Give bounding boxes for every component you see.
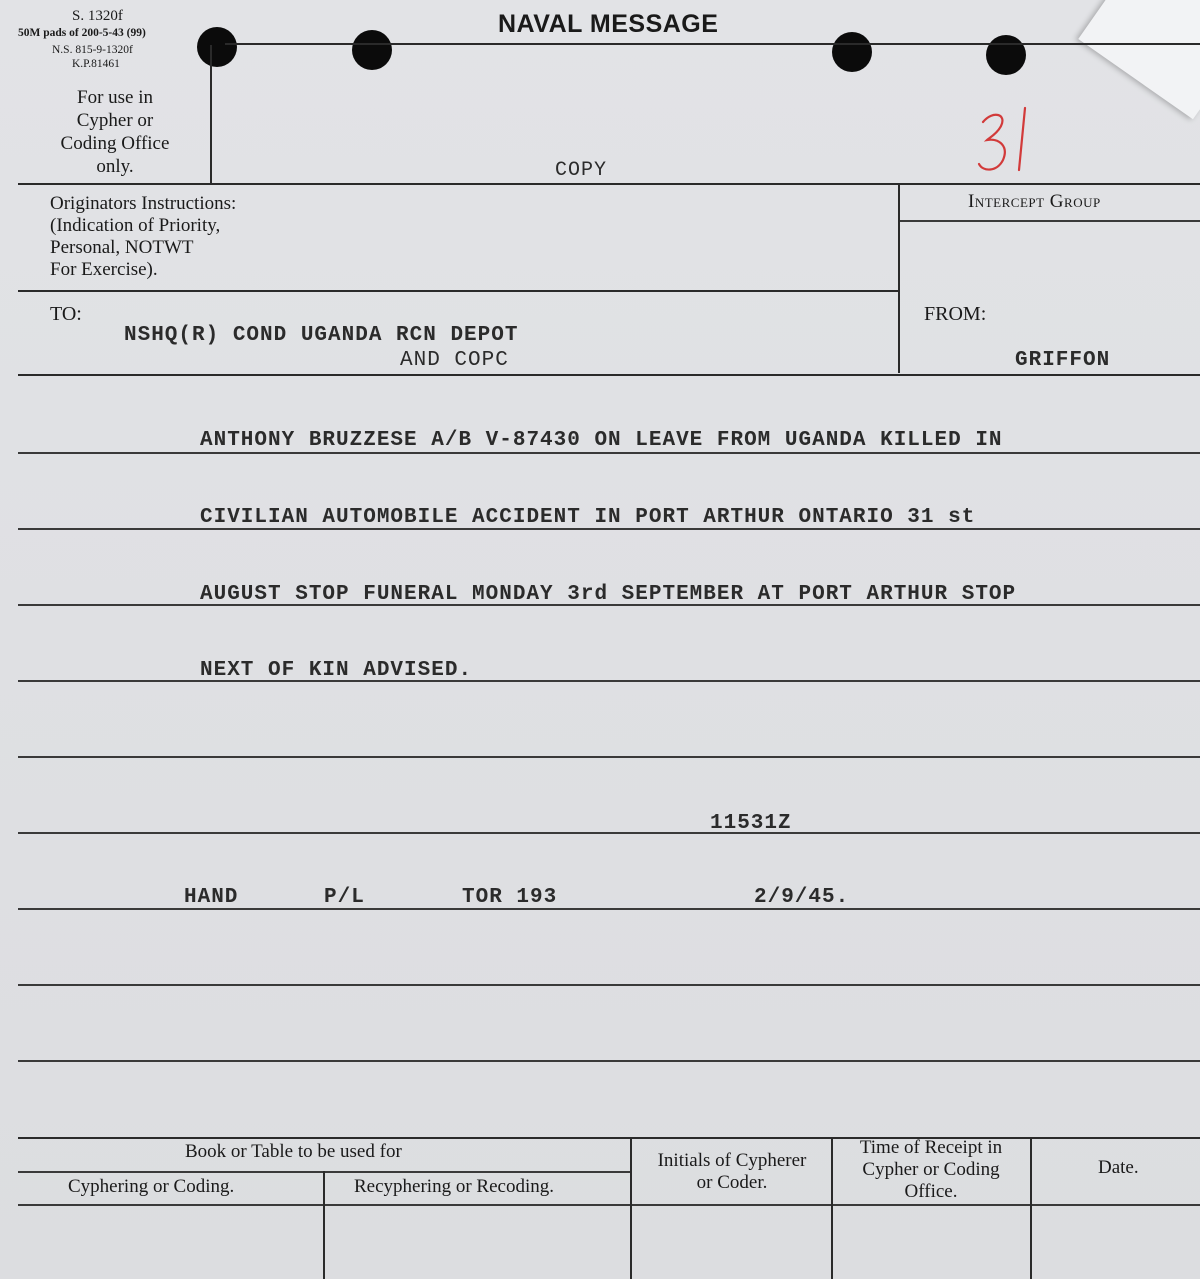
header-rule — [18, 183, 1200, 185]
cypher-note-line: Coding Office — [60, 133, 170, 154]
footer-bottom-rule — [18, 1204, 1200, 1206]
originators-sub: (Indication of Priority, — [50, 215, 221, 236]
cypher-box-divider — [210, 45, 212, 183]
intercept-group-label: Intercept Group — [968, 191, 1101, 212]
from-label: FROM: — [924, 303, 987, 325]
originators-sub: For Exercise). — [50, 259, 158, 280]
hand-marking: HAND — [184, 886, 239, 909]
time-receipt-line: Time of Receipt in — [859, 1137, 1003, 1158]
form-title: NAVAL MESSAGE — [498, 10, 719, 38]
date-label: Date. — [1098, 1157, 1139, 1178]
message-line: AUGUST STOP FUNERAL MONDAY 3rd SEPTEMBER AT PORT ARTHUR STOP — [200, 583, 1017, 606]
address-rule — [18, 374, 1200, 376]
originators-label: Originators Instructions: — [50, 193, 237, 214]
time-of-receipt: TOR 193 — [462, 886, 558, 909]
title-rule — [225, 43, 1200, 45]
intercept-divider — [898, 185, 900, 373]
from-value: GRIFFON — [1015, 349, 1111, 372]
cypher-office-note — [40, 86, 190, 178]
form-number: S. 1320f — [72, 8, 123, 24]
originators-instructions — [50, 193, 236, 281]
footer-divider — [1030, 1137, 1032, 1279]
print-line-2: N.S. 815-9-1320f — [52, 44, 133, 56]
message-rule — [18, 984, 1200, 986]
initials-label — [632, 1150, 832, 1194]
initials-line: Initials of Cypherer — [657, 1150, 807, 1171]
message-rule — [18, 756, 1200, 758]
recyphering-label: Recyphering or Recoding. — [354, 1176, 554, 1197]
message-rule — [18, 680, 1200, 682]
message-rule — [18, 832, 1200, 834]
cyphering-label: Cyphering or Coding. — [68, 1176, 235, 1197]
message-date: 2/9/45. — [754, 886, 850, 909]
cypher-note-line: Cypher or — [76, 110, 154, 131]
pl-marking: P/L — [324, 886, 365, 909]
time-receipt-label — [833, 1137, 1029, 1203]
book-table-label: Book or Table to be used for — [185, 1141, 402, 1162]
message-rule — [18, 1060, 1200, 1062]
to-address-line-1: NSHQ(R) COND UGANDA RCN DEPOT — [124, 324, 519, 347]
punch-hole — [197, 27, 237, 67]
message-line: NEXT OF KIN ADVISED. — [200, 659, 473, 682]
time-receipt-line: Office. — [904, 1181, 958, 1202]
folded-corner — [1078, 0, 1200, 119]
initials-line: or Coder. — [696, 1172, 768, 1193]
to-address-line-2: AND COPC — [400, 349, 509, 372]
copy-stamp: COPY — [555, 159, 608, 182]
punch-hole — [986, 35, 1026, 75]
message-line: ANTHONY BRUZZESE A/B V-87430 ON LEAVE FROM UGANDA KILLED IN — [200, 429, 1003, 452]
print-line-1: 50M pads of 200-5-43 (99) — [18, 27, 146, 39]
date-time-group: 11531Z — [710, 812, 792, 835]
punch-hole — [352, 30, 392, 70]
punch-hole — [832, 32, 872, 72]
originators-sub: Personal, NOTWT — [50, 237, 194, 258]
message-line: CIVILIAN AUTOMOBILE ACCIDENT IN PORT ARTHUR ONTARIO 31 st — [200, 506, 976, 529]
cypher-note-line: For use in — [77, 87, 153, 108]
footer-divider — [323, 1171, 325, 1279]
message-rule — [18, 452, 1200, 454]
handwritten-page-number — [975, 100, 1045, 180]
intercept-rule — [900, 220, 1200, 222]
cypher-note-line: only. — [96, 156, 134, 177]
print-line-3: K.P.81461 — [72, 58, 120, 70]
time-receipt-line: Cypher or Coding — [862, 1159, 1000, 1180]
originators-rule — [18, 290, 900, 292]
to-label: TO: — [50, 303, 82, 325]
